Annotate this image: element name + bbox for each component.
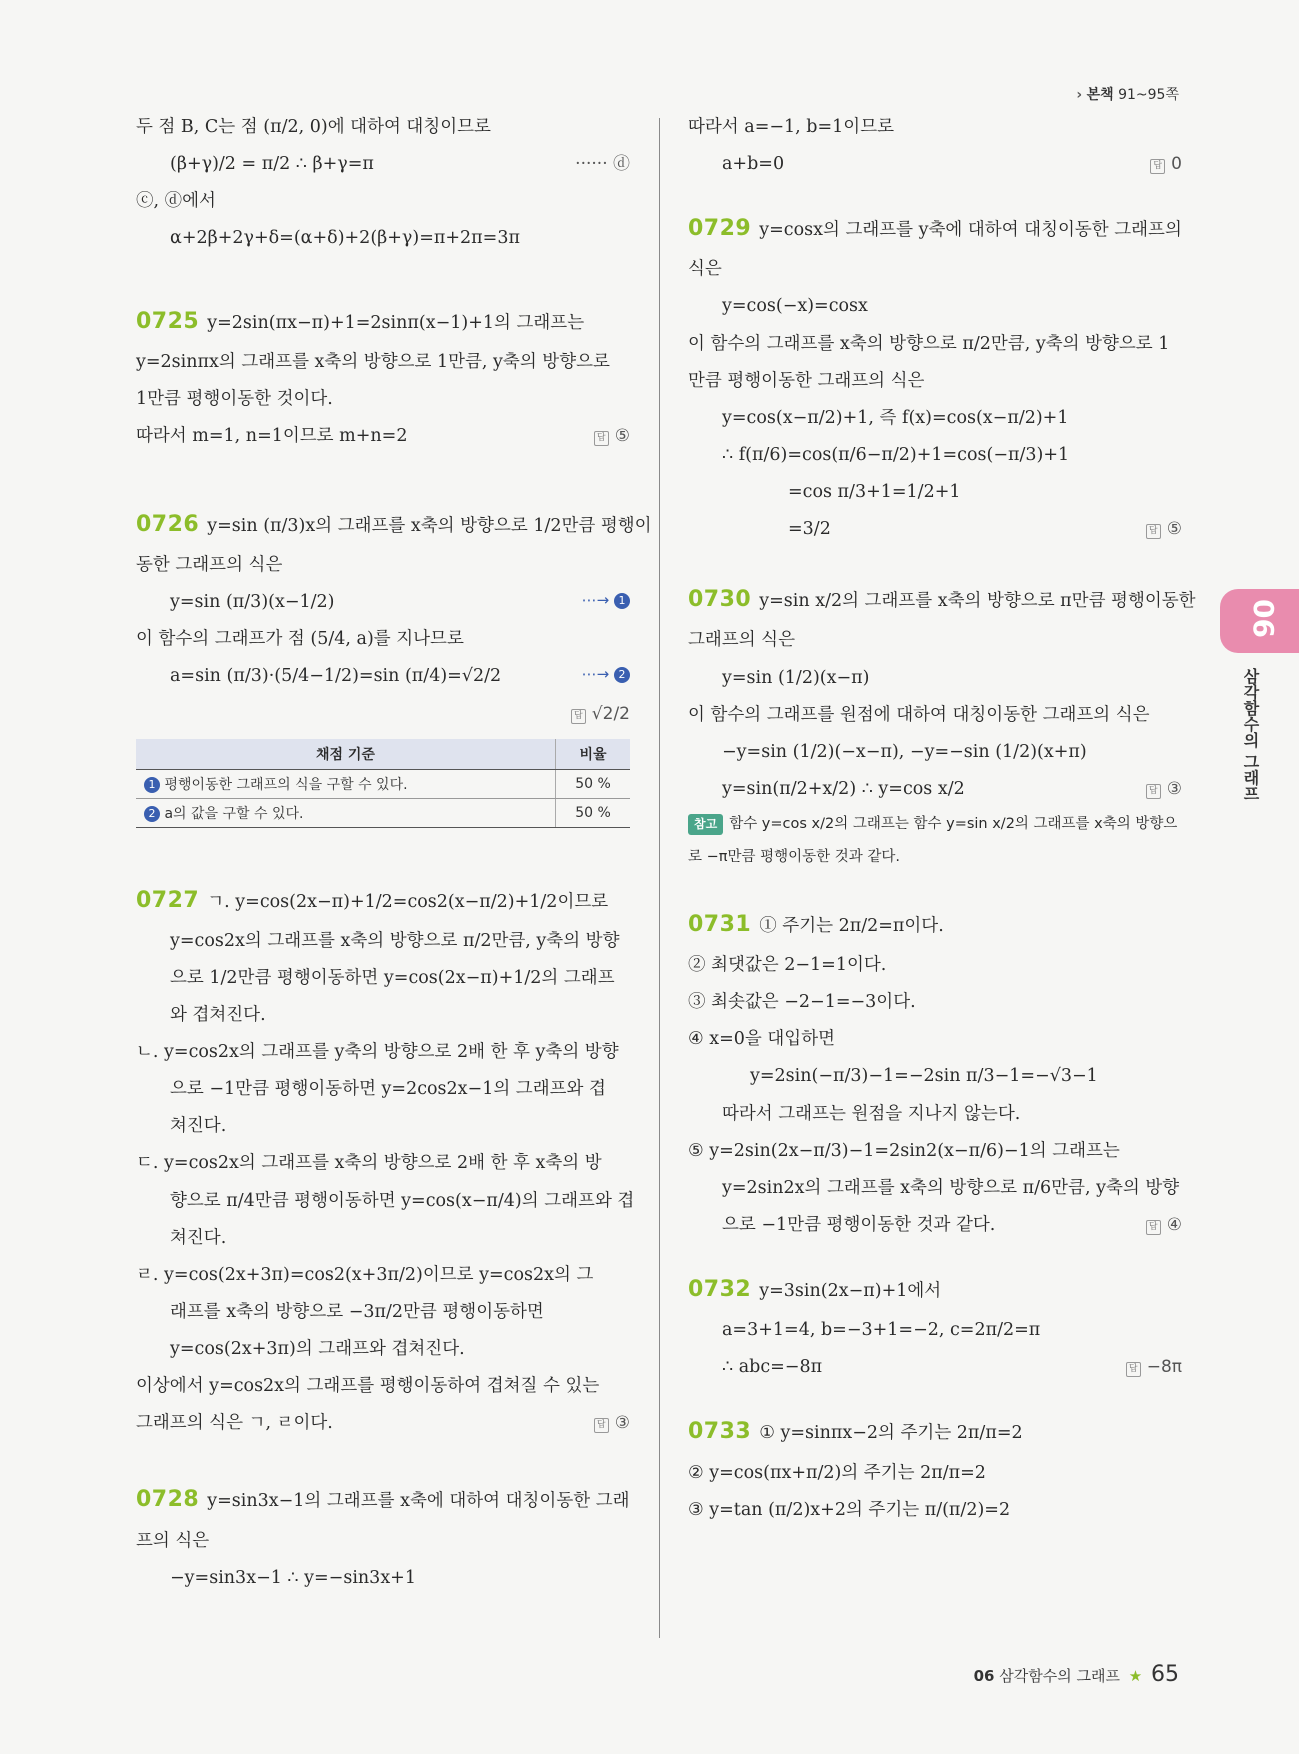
answer-icon: 답 xyxy=(1146,524,1161,539)
chapter-tab xyxy=(1220,589,1299,653)
math-line: y=2sin(−π/3)−1=−2sin π/3−1=−√3−1 xyxy=(750,1066,1098,1087)
problem-number: 0729 xyxy=(688,216,752,242)
problem-0728 xyxy=(136,1483,630,1591)
header-pages: 91~95쪽 xyxy=(1118,87,1179,103)
math-line: =3/2 답 ⑤ xyxy=(688,516,1182,543)
text-line: 으로 1/2만큼 평행이동하면 y=cos(2x−π)+1/2의 그래프 xyxy=(170,967,615,988)
math-line: y=cos(−x)=cosx xyxy=(722,296,868,317)
problem-0725 xyxy=(136,305,630,450)
problem-number: 0730 xyxy=(688,587,752,613)
problem-number: 0725 xyxy=(136,308,200,334)
text-line: 이 함수의 그래프를 x축의 방향으로 π/2만큼, y축의 방향으로 1 xyxy=(688,333,1170,354)
text-line: 이 함수의 그래프가 점 (5/4, a)를 지나므로 xyxy=(136,629,464,650)
note-line: 로 −π만큼 평행이동한 것과 같다. xyxy=(688,848,901,865)
intro-block xyxy=(136,114,630,253)
text-line: ③ 최솟값은 −2−1=−3이다. xyxy=(688,992,916,1013)
problem-number: 0733 xyxy=(688,1419,752,1445)
math-line: α+2β+2γ+δ=(α+δ)+2(β+γ)=π+2π=3π xyxy=(170,228,520,249)
text-line: 와 겹쳐진다. xyxy=(170,1004,266,1025)
text-line: ③ y=tan (π/2)x+2의 주기는 π/(π/2)=2 xyxy=(688,1499,1011,1520)
text-line: 0725 y=2sin(πx−π)+1=2sinπ(x−1)+1의 그래프는 xyxy=(136,308,585,334)
text-line: 0731 ① 주기는 2π/2=π이다. xyxy=(688,912,944,937)
answer-icon: 답 xyxy=(1150,159,1165,174)
answer: 답 −8π xyxy=(1126,1354,1182,1380)
text-line: 프의 식은 xyxy=(136,1530,210,1551)
footer-chapter: 06 xyxy=(973,1667,995,1685)
text-line: ② 최댓값은 2−1=1이다. xyxy=(688,955,887,976)
text-line: 따라서 a=−1, b=1이므로 xyxy=(688,117,895,137)
problem-0730 xyxy=(688,583,1196,868)
right-column xyxy=(688,114,1196,1570)
answer-line xyxy=(136,701,630,729)
text-line: 1만큼 평행이동한 것이다. xyxy=(136,388,333,409)
table-header: 채점 기준 비율 xyxy=(136,739,630,770)
answer: 답 ③ xyxy=(1146,776,1182,802)
problem-number: 0731 xyxy=(688,912,752,937)
problem-0733 xyxy=(688,1415,1182,1523)
answer: 답 ⑤ xyxy=(1146,516,1182,542)
problem-0731 xyxy=(688,908,1182,1239)
text-line: 0730 y=sin x/2의 그래프를 x축의 방향으로 π만큼 평행이동한 xyxy=(688,587,1196,613)
answer: 답 ④ xyxy=(1146,1212,1182,1238)
text-line: 쳐진다. xyxy=(170,1227,227,1248)
star-icon: ★ xyxy=(1128,1667,1143,1685)
text-line: 그래프의 식은 xyxy=(688,630,795,651)
table-row: 1 평행이동한 그래프의 식을 구할 수 있다. 50 % xyxy=(136,769,630,798)
text-line: ⑤ y=2sin(2x−π/3)−1=2sin2(x−π/6)−1의 그래프는 xyxy=(688,1140,1120,1161)
chapter-tab-number: 06 xyxy=(1247,599,1280,638)
math-line: =cos π/3+1=1/2+1 xyxy=(788,482,961,503)
continued-block xyxy=(688,114,1182,178)
text-line: 이 함수의 그래프를 원점에 대하여 대칭이동한 그래프의 식은 xyxy=(688,704,1150,725)
text-line: 만큼 평행이동한 그래프의 식은 xyxy=(688,370,925,391)
math-line: ∴ abc=−8π 답 −8π xyxy=(688,1354,1182,1381)
text-line: 0733 ① y=sinπx−2의 주기는 2π/π=2 xyxy=(688,1419,1023,1445)
text-line: 0726 y=sin (π/3)x의 그래프를 x축의 방향으로 1/2만큼 평행이 xyxy=(136,511,652,537)
problem-number: 0732 xyxy=(688,1277,752,1303)
problem-0726 xyxy=(136,508,652,828)
answer-icon: 답 xyxy=(1126,1362,1141,1377)
header-label: 본책 xyxy=(1086,87,1114,103)
problem-0729 xyxy=(688,212,1182,543)
math-line: −y=sin3x−1 ∴ y=−sin3x+1 xyxy=(170,1567,416,1588)
text-line: 으로 −1만큼 평행이동한 것과 같다. 답 ④ xyxy=(688,1212,1182,1239)
problem-number: 0727 xyxy=(136,887,200,913)
text-line: 0729 y=cosx의 그래프를 y축에 대하여 대칭이동한 그래프의 xyxy=(688,216,1182,242)
math-line: y=sin(π/2+x/2) ∴ y=cos x/2 답 ③ xyxy=(688,776,1182,803)
text-line: y=2sinπx의 그래프를 x축의 방향으로 1만큼, y축의 방향으로 xyxy=(136,351,610,372)
math-line: −y=sin (1/2)(−x−π), −y=−sin (1/2)(x+π) xyxy=(722,741,1087,762)
math-line: a=3+1=4, b=−3+1=−2, c=2π/2=π xyxy=(722,1320,1041,1341)
answer-icon: 답 xyxy=(1146,784,1161,799)
text-line: 래프를 x축의 방향으로 −3π/2만큼 평행이동하면 xyxy=(170,1301,544,1322)
note-line: 참고 함수 y=cos x/2의 그래프는 함수 y=sin x/2의 그래프를 x축의 방향으 xyxy=(688,813,1182,835)
math-line: y=sin (1/2)(x−π) xyxy=(722,667,870,688)
problem-0727 xyxy=(136,884,635,1438)
page-footer xyxy=(974,1662,1179,1687)
math-line: a=sin (π/3)·(5/4−1/2)=sin (π/4)=√2/2 ⋯→ 2 xyxy=(136,663,630,690)
text-line: 이상에서 y=cos2x의 그래프를 평행이동하여 겹쳐질 수 있는 xyxy=(136,1376,600,1397)
left-column xyxy=(136,114,652,1638)
math-line: (β+γ)/2 = π/2 ∴ β+γ=π ······ ⓓ xyxy=(170,154,630,175)
answer: 답 0 xyxy=(1150,151,1182,177)
math-line: ∴ f(π/6)=cos(π/6−π/2)+1=cos(−π/3)+1 xyxy=(722,444,1070,465)
note-tag: 참고 xyxy=(688,814,723,835)
column-divider xyxy=(659,118,660,1638)
text-line: 따라서 m=1, n=1이므로 m+n=2 답 ⑤ xyxy=(136,423,630,450)
text-line: ㄹ. y=cos(2x+3π)=cos2(x+3π/2)이므로 y=cos2x의 그 xyxy=(136,1264,594,1285)
answer: 답 √2/2 xyxy=(571,701,630,727)
text-line: ④ x=0을 대입하면 xyxy=(688,1029,836,1050)
footer-title: 삼각함수의 그래프 xyxy=(999,1667,1120,1685)
grading-table xyxy=(136,739,630,828)
text-line: ② y=cos(πx+π/2)의 주기는 2π/π=2 xyxy=(688,1462,986,1483)
answer-icon: 답 xyxy=(1146,1220,1161,1235)
text-line: 두 점 B, C는 점 (π/2, 0)에 대하여 대칭이므로 xyxy=(136,117,491,137)
page-header xyxy=(1076,84,1179,104)
problem-number: 0728 xyxy=(136,1487,200,1513)
text-line: 쳐진다. xyxy=(170,1116,227,1137)
text-line: 0732 y=3sin(2x−π)+1에서 xyxy=(688,1277,942,1303)
problem-0732 xyxy=(688,1273,1182,1381)
step-mark: ⋯→ 2 xyxy=(582,663,630,686)
text-line: ⓒ, ⓓ에서 xyxy=(136,191,216,212)
problem-number: 0726 xyxy=(136,511,200,537)
text-line: 식은 xyxy=(688,259,722,280)
text-line: y=2sin2x의 그래프를 x축의 방향으로 π/6만큼, y축의 방향 xyxy=(722,1177,1180,1198)
answer-icon: 답 xyxy=(571,709,586,724)
math-line: y=cos(x−π/2)+1, 즉 f(x)=cos(x−π/2)+1 xyxy=(722,407,1069,428)
table-row: 2 a의 값을 구할 수 있다. 50 % xyxy=(136,798,630,827)
text-line: ㄷ. y=cos2x의 그래프를 x축의 방향으로 2배 한 후 x축의 방 xyxy=(136,1153,602,1174)
text-line: y=cos2x의 그래프를 x축의 방향으로 π/2만큼, y축의 방향 xyxy=(170,930,620,951)
answer-icon: 답 xyxy=(594,1418,609,1433)
page-number: 65 xyxy=(1151,1662,1179,1687)
text-line: 동한 그래프의 식은 xyxy=(136,555,283,576)
answer: 답 ⑤ xyxy=(594,423,630,449)
answer: 답 ③ xyxy=(594,1410,630,1436)
text-line: 0728 y=sin3x−1의 그래프를 x축에 대하여 대칭이동한 그래 xyxy=(136,1487,630,1513)
chapter-tab-title: 삼각함수의 그래프 xyxy=(1241,668,1260,802)
math-line: a+b=0 답 0 xyxy=(688,151,1182,178)
text-line: 으로 −1만큼 평행이동하면 y=2cos2x−1의 그래프와 겹 xyxy=(170,1079,606,1100)
text-line: 향으로 π/4만큼 평행이동하면 y=cos(x−π/4)의 그래프와 겹 xyxy=(170,1190,635,1211)
chevron-right-icon: › xyxy=(1076,87,1083,103)
text-line: 따라서 그래프는 원점을 지나지 않는다. xyxy=(722,1103,1021,1124)
text-line: y=cos(2x+3π)의 그래프와 겹쳐진다. xyxy=(170,1339,465,1360)
text-line: ㄴ. y=cos2x의 그래프를 y축의 방향으로 2배 한 후 y축의 방향 xyxy=(136,1042,619,1063)
math-line: y=sin (π/3)(x−1/2) ⋯→ 1 xyxy=(136,589,630,616)
text-line: 0727 ㄱ. y=cos(2x−π)+1/2=cos2(x−π/2)+1/2이므로 xyxy=(136,887,609,913)
answer-icon: 답 xyxy=(594,431,609,446)
step-mark: ⋯→ 1 xyxy=(582,589,630,612)
text-line: 그래프의 식은 ㄱ, ㄹ이다. 답 ③ xyxy=(136,1410,630,1437)
